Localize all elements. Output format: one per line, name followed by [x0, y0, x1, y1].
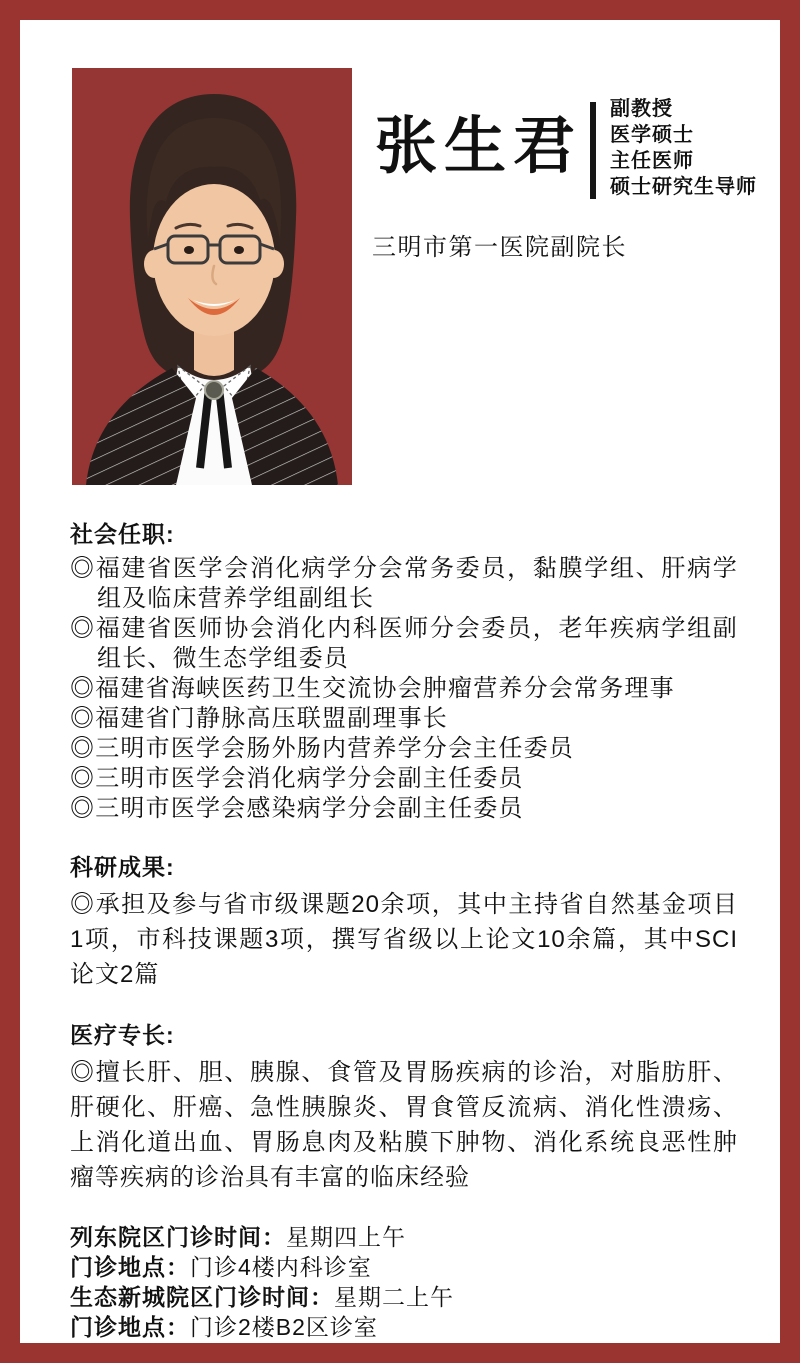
clinic-label: 生态新城院区门诊时间： [70, 1284, 334, 1310]
section-heading-research: 科研成果: [70, 854, 175, 880]
clinic-label: 门诊地点： [70, 1314, 190, 1340]
clinic-info [70, 1222, 738, 1342]
list-item: ◎三明市医学会肠外肠内营养学分会主任委员 [70, 735, 574, 762]
list-item: ◎福建省门静脉高压联盟副理事长 [70, 705, 448, 732]
specialty-paragraph: ◎擅长肝、胆、胰腺、食管及胃肠疾病的诊治，对脂肪肝、肝硬化、肝癌、急性胰腺炎、胃食管反流病、消化性溃疡、上消化道出血、胃肠息肉及粘膜下肿物、消化系统良恶性肿瘤等疾病的诊治具有丰富的临床经验 [70, 1059, 738, 1191]
research-paragraph: ◎承担及参与省市级课题20余项，其中主持省自然基金项目1项，市科技课题3项，撰写省级以上论文10余篇，其中SCI论文2篇 [70, 891, 738, 988]
list-item: ◎福建省医学会消化病学分会常务委员，黏膜学组、肝病学组及临床营养学组副组长 [70, 555, 738, 612]
content-sections [70, 520, 738, 1342]
clinic-value: 星期二上午 [334, 1284, 454, 1310]
clinic-label: 门诊地点： [70, 1254, 190, 1280]
portrait-illustration [72, 68, 352, 485]
doctor-name: 张生君 [375, 109, 583, 182]
list-item: ◎三明市医学会消化病学分会副主任委员 [70, 765, 524, 792]
title-item: 副教授 [610, 98, 674, 120]
eye [234, 246, 244, 254]
vertical-divider [590, 102, 596, 199]
title-item: 硕士研究生导师 [610, 176, 758, 198]
clinic-value: 门诊2楼B2区诊室 [190, 1314, 378, 1340]
title-item: 主任医师 [610, 150, 695, 172]
clinic-label: 列东院区门诊时间： [70, 1224, 286, 1250]
title-item: 医学硕士 [610, 124, 695, 146]
clinic-value: 星期四上午 [286, 1224, 406, 1250]
clinic-value: 门诊4楼内科诊室 [190, 1254, 372, 1280]
section-heading-specialty: 医疗专长: [70, 1022, 175, 1048]
clinic-line [70, 1312, 738, 1342]
eye [184, 246, 194, 254]
section-heading-social-positions: 社会任职: [70, 521, 175, 547]
titles-list [610, 96, 757, 200]
list-item: ◎福建省海峡医药卫生交流协会肿瘤营养分会常务理事 [70, 675, 675, 702]
clinic-line [70, 1252, 738, 1282]
name-block [375, 92, 757, 200]
list-item: ◎三明市医学会感染病学分会副主任委员 [70, 795, 524, 822]
brooch [205, 381, 223, 399]
portrait-photo [72, 68, 352, 485]
clinic-line [70, 1282, 738, 1312]
list-item: ◎福建省医师协会消化内科医师分会委员，老年疾病学组副组长、微生态学组委员 [70, 615, 738, 672]
clinic-line [70, 1222, 738, 1252]
hospital-position: 三明市第一医院副院长 [372, 234, 627, 261]
